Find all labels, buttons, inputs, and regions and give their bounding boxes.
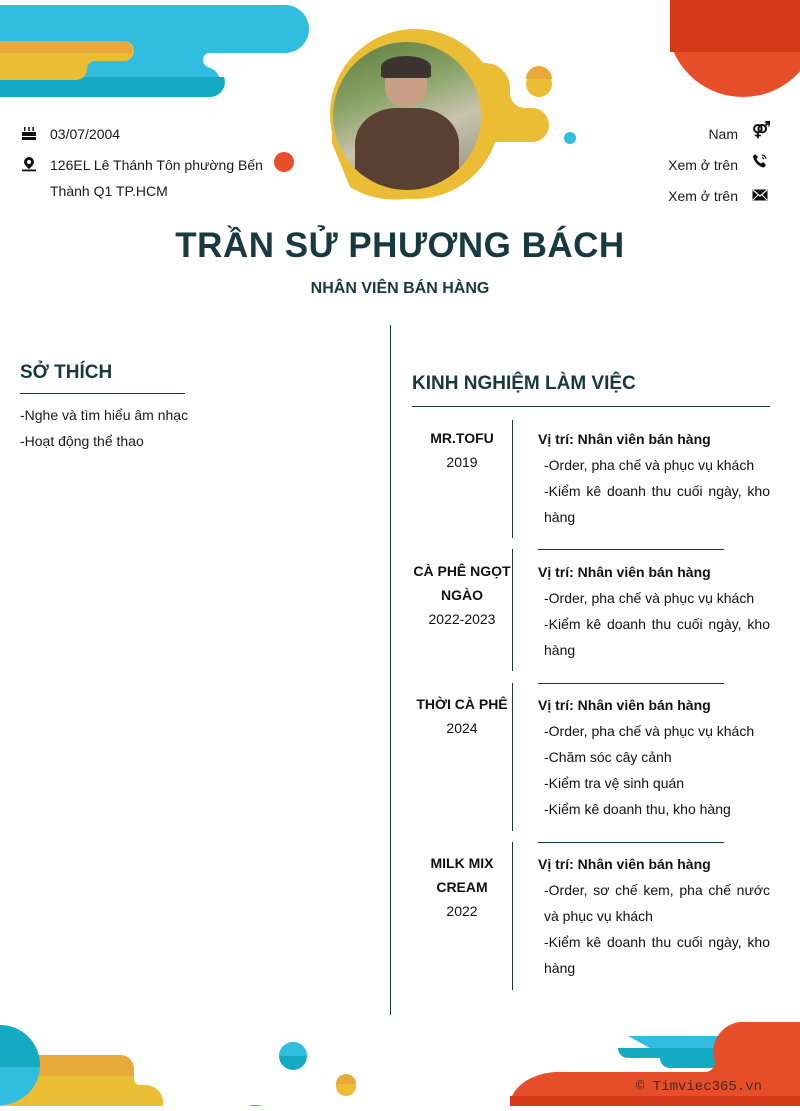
hobby-item: -Nghe và tìm hiểu âm nhạc	[20, 407, 189, 423]
decor-circle-top-right	[670, 0, 800, 100]
job-duty: -Order, pha chế và phục vụ khách	[544, 590, 755, 606]
hobbies-title: SỞ THÍCH	[20, 362, 113, 383]
job-separator	[538, 683, 724, 684]
job-duty: -Chăm sóc cây cảnh	[544, 749, 672, 765]
job-divider	[512, 549, 513, 671]
address-line-2: Thành Q1 TP.HCM	[50, 183, 168, 199]
phone-value: Xem ở trên	[668, 157, 738, 173]
gender-icon: ⚤	[752, 122, 771, 139]
job-divider	[512, 842, 513, 990]
candidate-name: TRẦN SỬ PHƯƠNG BÁCH	[175, 226, 625, 265]
job-company: CÀ PHÊ NGỌT	[413, 563, 511, 579]
experience-title: KINH NGHIỆM LÀM VIỆC	[412, 373, 636, 394]
address-line-1: 126EL Lê Thánh Tôn phường Bến	[50, 157, 263, 173]
birthday-cake-icon	[21, 125, 37, 141]
phone-icon	[752, 153, 768, 169]
job-role: Vị trí: Nhân viên bán hàng	[538, 431, 711, 447]
birthday-value: 03/07/2004	[50, 126, 121, 142]
job-company: MILK MIX	[430, 855, 494, 871]
job-duty: -Kiểm kê doanh thu cuối ngày, kho hàng	[544, 934, 770, 976]
envelope-icon	[752, 188, 768, 204]
job-duty: -Order, pha chế và phục vụ khách	[544, 723, 755, 739]
job-years: 2022-2023	[428, 611, 496, 627]
photo-person-hair	[381, 56, 431, 78]
job-duty: -Order, pha chế và phục vụ khách	[544, 457, 755, 473]
hobbies-underline	[20, 393, 185, 394]
watermark: © Timviec365.vn	[636, 1079, 763, 1095]
photo-person-shirt	[355, 108, 459, 190]
job-years: 2024	[446, 720, 478, 736]
experience-underline	[412, 406, 770, 407]
profile-photo	[333, 42, 481, 190]
job-role: Vị trí: Nhân viên bán hàng	[538, 856, 711, 872]
job-duty: -Order, sơ chế kem, pha chế nước và phục vụ khách	[544, 882, 770, 924]
map-pin-icon	[21, 156, 37, 172]
job-divider	[512, 683, 513, 831]
hobby-item: -Hoạt động thể thao	[20, 433, 144, 449]
decor-blob-bottom-left	[0, 1020, 400, 1106]
job-duty: -Kiểm kê doanh thu cuối ngày, kho hàng	[544, 616, 770, 658]
gender-value: Nam	[708, 126, 738, 142]
job-duty: -Kiểm kê doanh thu, kho hàng	[544, 801, 731, 817]
job-separator	[538, 842, 724, 843]
column-divider	[390, 325, 391, 1015]
job-years: 2019	[446, 454, 478, 470]
job-years: 2022	[446, 903, 478, 919]
job-role: Vị trí: Nhân viên bán hàng	[538, 697, 711, 713]
candidate-position: NHÂN VIÊN BÁN HÀNG	[310, 280, 490, 297]
email-value: Xem ở trên	[668, 188, 738, 204]
job-separator	[538, 549, 724, 550]
job-role: Vị trí: Nhân viên bán hàng	[538, 564, 711, 580]
job-company: THỜI CÀ PHÊ	[416, 696, 508, 712]
job-company-line2: NGÀO	[441, 587, 483, 603]
job-duty: -Kiểm kê doanh thu cuối ngày, kho hàng	[544, 483, 770, 525]
job-company-line2: CREAM	[436, 879, 488, 895]
job-duty: -Kiểm tra vệ sinh quán	[544, 775, 685, 791]
job-company: MR.TOFU	[430, 430, 494, 446]
job-divider	[512, 420, 513, 538]
